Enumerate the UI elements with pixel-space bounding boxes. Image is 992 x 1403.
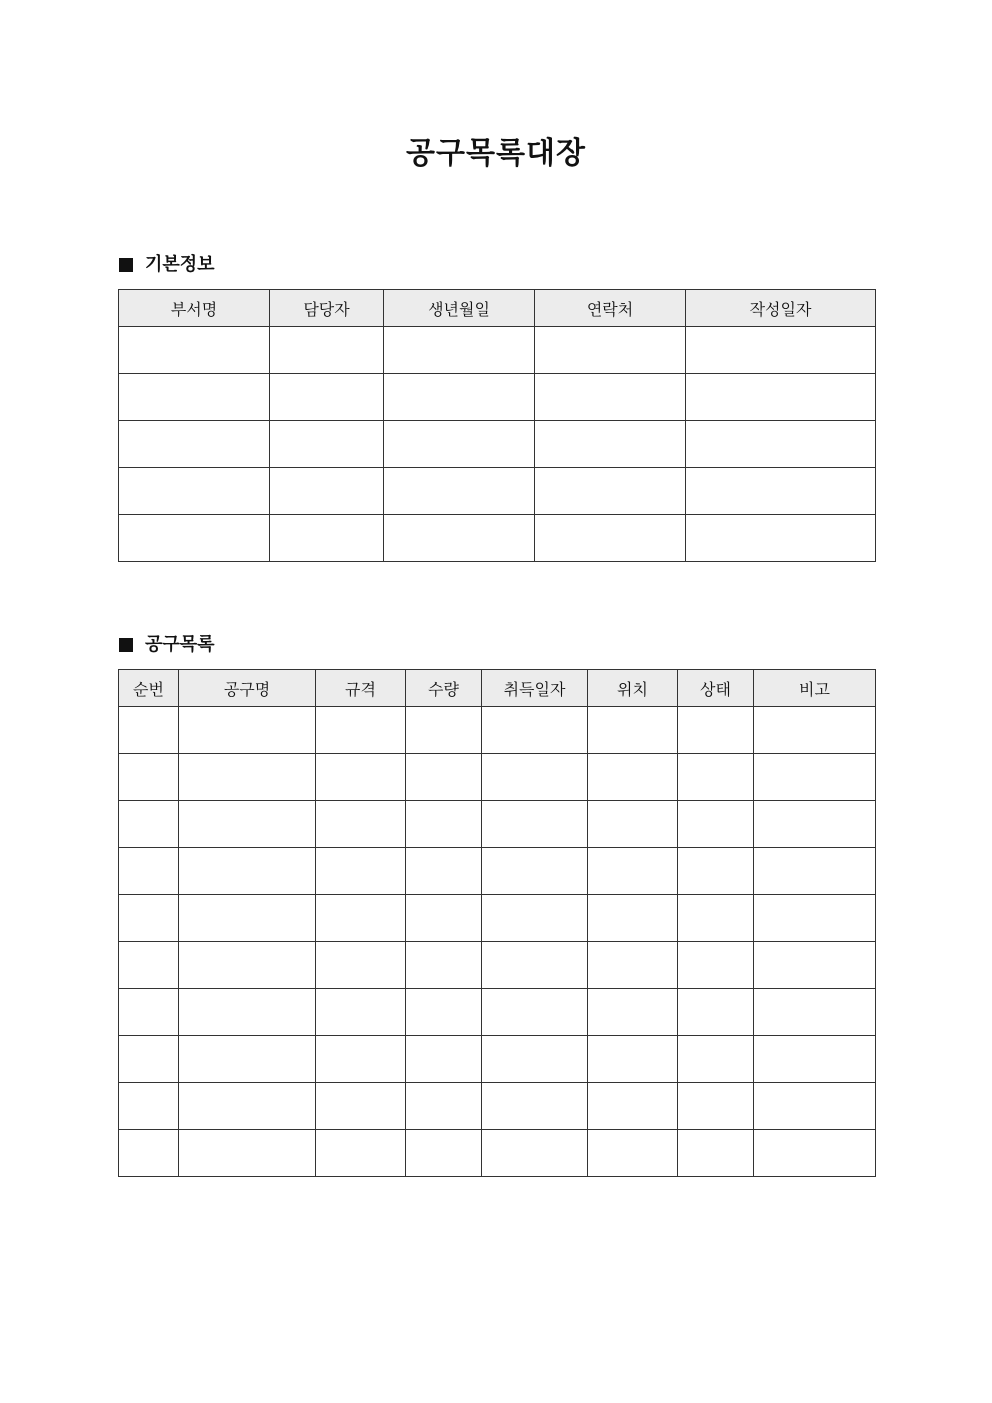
tool-list-cell[interactable] xyxy=(754,1083,876,1130)
tool-list-cell[interactable] xyxy=(119,989,179,1036)
table-row xyxy=(119,421,876,468)
tool-list-cell[interactable] xyxy=(119,707,179,754)
tool-list-cell[interactable] xyxy=(406,895,482,942)
basic-info-cell[interactable] xyxy=(119,468,270,515)
table-row xyxy=(119,1036,876,1083)
tool-list-cell[interactable] xyxy=(588,942,678,989)
tool-list-cell[interactable] xyxy=(119,801,179,848)
table-header-row xyxy=(119,670,876,707)
tool-list-cell[interactable] xyxy=(588,754,678,801)
column-header-contact: 연락처 xyxy=(535,290,686,327)
tool-list-cell[interactable] xyxy=(406,1083,482,1130)
basic-info-cell[interactable] xyxy=(270,374,384,421)
tool-list-table xyxy=(118,669,876,1177)
tool-list-cell[interactable] xyxy=(406,754,482,801)
tool-list-cell[interactable] xyxy=(179,801,316,848)
column-header-tool-name: 공구명 xyxy=(179,670,316,707)
tool-list-cell[interactable] xyxy=(179,754,316,801)
tool-list-cell[interactable] xyxy=(754,707,876,754)
tool-list-cell[interactable] xyxy=(678,754,754,801)
tool-list-cell[interactable] xyxy=(482,1083,588,1130)
basic-info-cell[interactable] xyxy=(384,515,535,562)
tool-list-cell[interactable] xyxy=(678,989,754,1036)
table-row xyxy=(119,707,876,754)
basic-info-cell[interactable] xyxy=(119,327,270,374)
column-header-seq: 순번 xyxy=(119,670,179,707)
basic-info-cell[interactable] xyxy=(686,374,876,421)
tool-list-cell[interactable] xyxy=(482,1130,588,1177)
tool-list-cell[interactable] xyxy=(754,754,876,801)
tool-list-cell[interactable] xyxy=(316,754,406,801)
basic-info-cell[interactable] xyxy=(119,515,270,562)
tool-list-cell[interactable] xyxy=(678,801,754,848)
tool-list-cell[interactable] xyxy=(754,895,876,942)
tool-list-cell[interactable] xyxy=(678,1036,754,1083)
tool-list-cell[interactable] xyxy=(482,848,588,895)
basic-info-cell[interactable] xyxy=(535,374,686,421)
basic-info-cell[interactable] xyxy=(384,374,535,421)
tool-list-cell[interactable] xyxy=(678,942,754,989)
basic-info-cell[interactable] xyxy=(686,421,876,468)
tool-list-cell[interactable] xyxy=(678,1083,754,1130)
tool-list-cell[interactable] xyxy=(316,1083,406,1130)
tool-list-cell[interactable] xyxy=(316,707,406,754)
basic-info-cell[interactable] xyxy=(270,515,384,562)
tool-list-cell[interactable] xyxy=(179,1130,316,1177)
tool-list-cell[interactable] xyxy=(119,754,179,801)
tool-list-cell[interactable] xyxy=(754,1130,876,1177)
table-row xyxy=(119,1130,876,1177)
column-header-birthdate: 생년월일 xyxy=(384,290,535,327)
tool-list-cell[interactable] xyxy=(588,848,678,895)
tool-list-cell[interactable] xyxy=(316,1036,406,1083)
tool-list-cell[interactable] xyxy=(406,707,482,754)
basic-info-cell[interactable] xyxy=(270,327,384,374)
column-header-department: 부서명 xyxy=(119,290,270,327)
tool-list-cell[interactable] xyxy=(316,1130,406,1177)
basic-info-cell[interactable] xyxy=(119,421,270,468)
tool-list-cell[interactable] xyxy=(482,989,588,1036)
tool-list-cell[interactable] xyxy=(754,942,876,989)
basic-info-cell[interactable] xyxy=(119,374,270,421)
tool-list-cell[interactable] xyxy=(406,848,482,895)
basic-info-cell[interactable] xyxy=(384,327,535,374)
column-header-quantity: 수량 xyxy=(406,670,482,707)
column-header-date-written: 작성일자 xyxy=(686,290,876,327)
document-title: 공구목록대장 xyxy=(406,136,586,171)
tool-list-cell[interactable] xyxy=(119,1036,179,1083)
tool-list-cell[interactable] xyxy=(316,989,406,1036)
table-header-row xyxy=(119,290,876,327)
basic-info-heading xyxy=(119,253,215,277)
tool-list-cell[interactable] xyxy=(316,801,406,848)
tool-list-cell[interactable] xyxy=(119,848,179,895)
column-header-spec: 규격 xyxy=(316,670,406,707)
table-row xyxy=(119,374,876,421)
basic-info-cell[interactable] xyxy=(686,515,876,562)
tool-list-cell[interactable] xyxy=(179,1036,316,1083)
tool-list-cell[interactable] xyxy=(119,1130,179,1177)
tool-list-cell[interactable] xyxy=(406,801,482,848)
tool-list-cell[interactable] xyxy=(588,1036,678,1083)
column-header-acquired-date: 취득일자 xyxy=(482,670,588,707)
tool-list-cell[interactable] xyxy=(588,707,678,754)
basic-info-cell[interactable] xyxy=(686,327,876,374)
basic-info-cell[interactable] xyxy=(270,468,384,515)
column-header-remarks: 비고 xyxy=(754,670,876,707)
tool-list-cell[interactable] xyxy=(588,1083,678,1130)
tool-list-cell[interactable] xyxy=(316,942,406,989)
tool-list-cell[interactable] xyxy=(406,1130,482,1177)
tool-list-heading xyxy=(119,633,215,657)
tool-list-cell[interactable] xyxy=(406,942,482,989)
basic-info-cell[interactable] xyxy=(384,421,535,468)
tool-list-cell[interactable] xyxy=(482,801,588,848)
tool-list-cell[interactable] xyxy=(588,989,678,1036)
tool-list-cell[interactable] xyxy=(482,754,588,801)
tool-list-heading-label: 공구목록 xyxy=(145,634,215,655)
tool-list-cell[interactable] xyxy=(678,895,754,942)
tool-list-cell[interactable] xyxy=(179,989,316,1036)
tool-list-cell[interactable] xyxy=(406,989,482,1036)
table-row xyxy=(119,754,876,801)
tool-list-cell[interactable] xyxy=(754,801,876,848)
tool-list-cell[interactable] xyxy=(316,895,406,942)
column-header-manager: 담당자 xyxy=(270,290,384,327)
tool-list-cell[interactable] xyxy=(678,707,754,754)
tool-list-cell[interactable] xyxy=(179,707,316,754)
tool-list-cell[interactable] xyxy=(754,848,876,895)
tool-list-cell[interactable] xyxy=(119,895,179,942)
basic-info-cell[interactable] xyxy=(535,327,686,374)
table-row xyxy=(119,848,876,895)
table-row xyxy=(119,989,876,1036)
basic-info-cell[interactable] xyxy=(535,468,686,515)
tool-list-cell[interactable] xyxy=(754,1036,876,1083)
tool-list-cell[interactable] xyxy=(179,895,316,942)
tool-list-cell[interactable] xyxy=(588,1130,678,1177)
tool-list-cell[interactable] xyxy=(179,848,316,895)
basic-info-table xyxy=(118,289,876,562)
tool-list-cell[interactable] xyxy=(119,942,179,989)
square-bullet-icon xyxy=(119,638,133,652)
tool-list-cell[interactable] xyxy=(179,942,316,989)
column-header-location: 위치 xyxy=(588,670,678,707)
basic-info-cell[interactable] xyxy=(535,421,686,468)
table-row xyxy=(119,1083,876,1130)
table-row xyxy=(119,895,876,942)
table-row xyxy=(119,515,876,562)
tool-list-cell[interactable] xyxy=(588,801,678,848)
basic-info-heading-label: 기본정보 xyxy=(145,254,215,275)
tool-list-cell[interactable] xyxy=(119,1083,179,1130)
basic-info-cell[interactable] xyxy=(535,515,686,562)
tool-list-cell[interactable] xyxy=(754,989,876,1036)
basic-info-cell[interactable] xyxy=(270,421,384,468)
basic-info-cell[interactable] xyxy=(384,468,535,515)
table-row xyxy=(119,327,876,374)
table-row xyxy=(119,942,876,989)
table-row xyxy=(119,468,876,515)
tool-list-cell[interactable] xyxy=(678,1130,754,1177)
tool-list-cell[interactable] xyxy=(482,707,588,754)
tool-list-cell[interactable] xyxy=(482,895,588,942)
tool-list-cell[interactable] xyxy=(179,1083,316,1130)
basic-info-cell[interactable] xyxy=(686,468,876,515)
tool-list-cell[interactable] xyxy=(482,1036,588,1083)
tool-list-cell[interactable] xyxy=(482,942,588,989)
square-bullet-icon xyxy=(119,258,133,272)
column-header-status: 상태 xyxy=(678,670,754,707)
tool-list-cell[interactable] xyxy=(406,1036,482,1083)
table-row xyxy=(119,801,876,848)
tool-list-cell[interactable] xyxy=(316,848,406,895)
tool-list-cell[interactable] xyxy=(678,848,754,895)
tool-list-cell[interactable] xyxy=(588,895,678,942)
